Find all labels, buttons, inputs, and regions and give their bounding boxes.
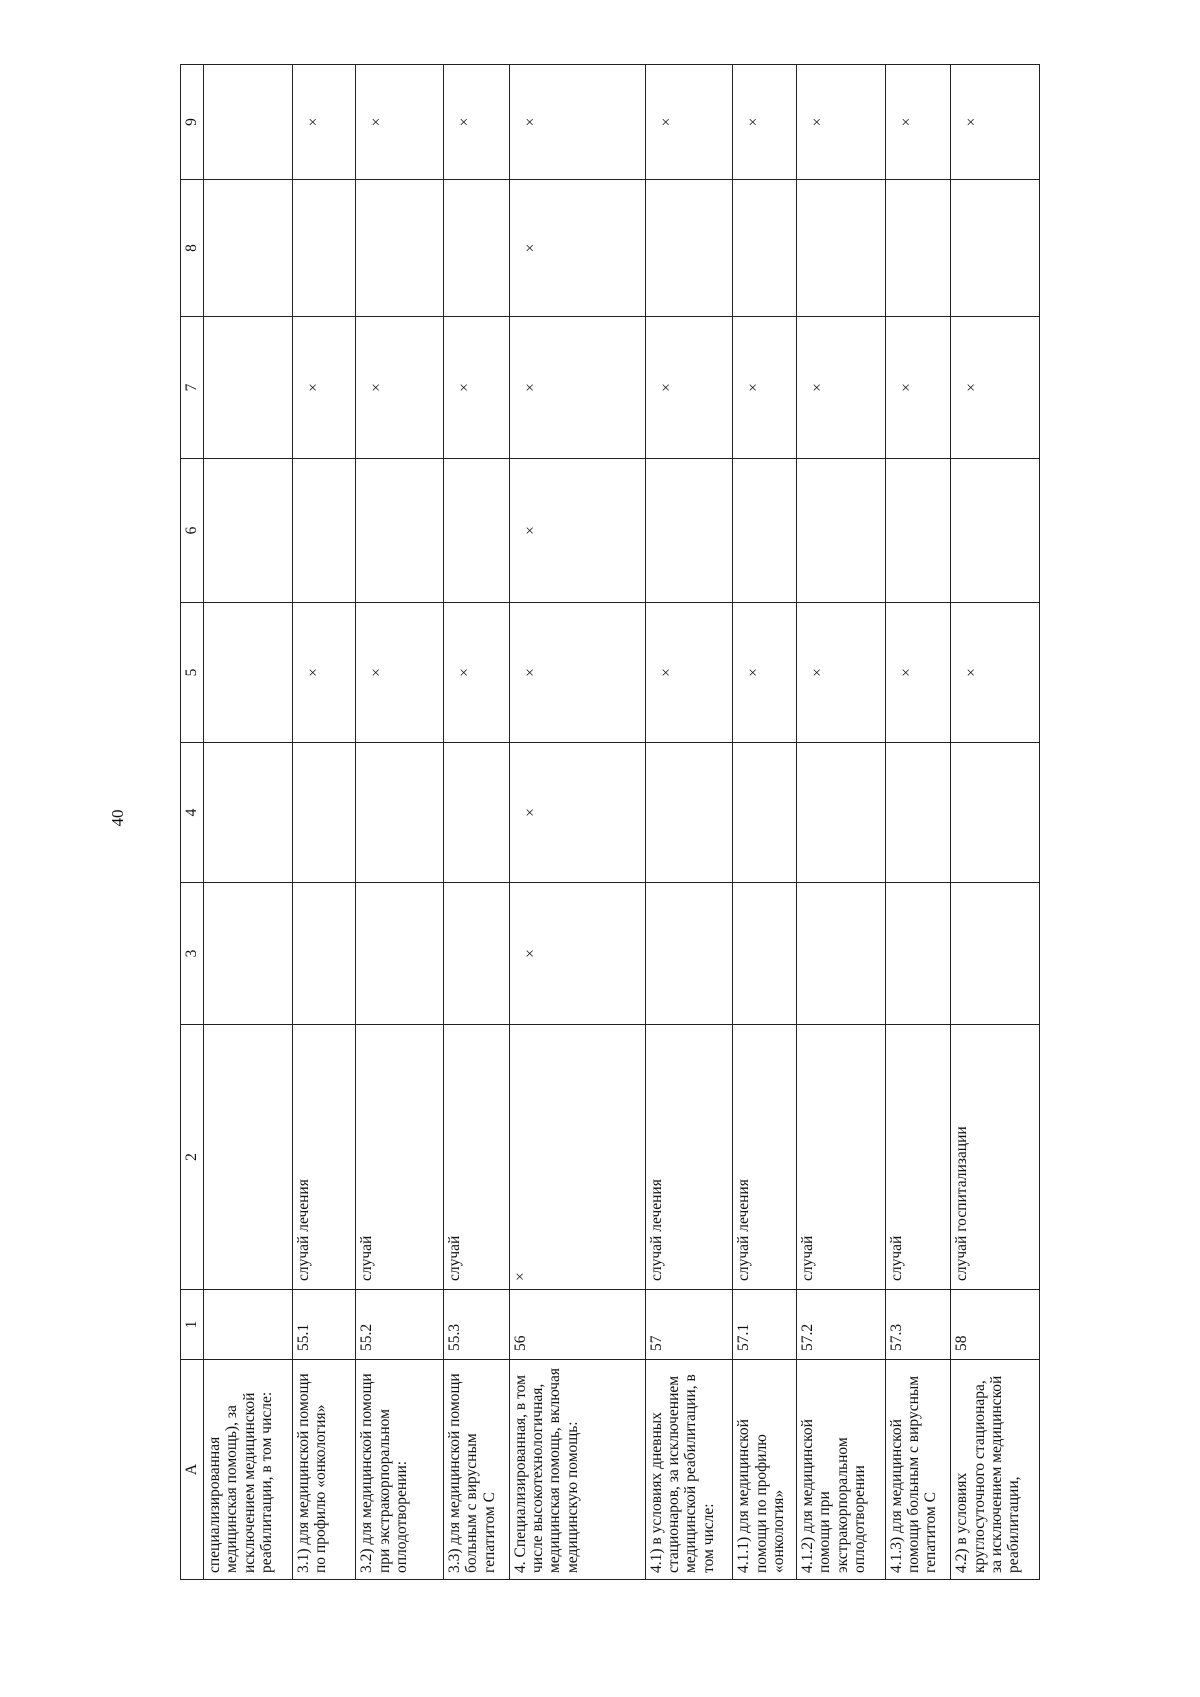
row-name-cell: 4.2) в условиях круглосуточного стационара, за исключением медицинской реабилитации, (951, 1360, 1040, 1580)
cell-col3 (796, 883, 885, 1025)
row-name-cell: 4.1.1) для медицинской помощи по профилю «онкология» (733, 1360, 797, 1580)
cell-col6 (951, 459, 1040, 603)
cell-col5: × (443, 603, 509, 743)
cell-col4 (443, 743, 509, 883)
table-row (733, 65, 797, 1580)
cell-col6 (204, 459, 293, 603)
cell-col3 (885, 883, 951, 1025)
table-row (885, 65, 951, 1580)
row-unit-cell: случай (796, 1025, 885, 1290)
cell-col5: × (885, 603, 951, 743)
table-header (181, 65, 204, 1580)
cell-col3 (443, 883, 509, 1025)
cell-col8 (292, 180, 356, 317)
row-name-cell: 4.1.2) для медицинской помощи при экстракорпоральном оплодотворении (796, 1360, 885, 1580)
row-name-cell: 4.1) в условиях дневных стационаров, за исключением медицинской реабилитации, в том числе: (645, 1360, 733, 1580)
cell-col3 (204, 883, 293, 1025)
cell-col8 (645, 180, 733, 317)
row-name-cell: 4. Специализированная, в том числе высокотехнологичная, медицинская помощь, включая медицинскую помощь: (509, 1360, 645, 1580)
row-unit-cell: случай (443, 1025, 509, 1290)
cell-col9: × (509, 65, 645, 180)
row-unit-cell: случай лечения (292, 1025, 356, 1290)
cell-col7 (204, 317, 293, 459)
row-unit-cell: случай лечения (645, 1025, 733, 1290)
header-cell-6: 6 (181, 459, 204, 603)
cell-col8 (204, 180, 293, 317)
cell-col9: × (443, 65, 509, 180)
table-body (204, 65, 1040, 1580)
page-number: 40 (108, 809, 127, 827)
cell-col5 (204, 603, 293, 743)
header-cell-2: 2 (181, 1025, 204, 1290)
cell-col4: × (509, 743, 645, 883)
row-code-cell: 55.3 (443, 1290, 509, 1360)
table-row (356, 65, 444, 1580)
header-cell-a: A (181, 1360, 204, 1580)
cell-col5: × (292, 603, 356, 743)
cell-col6 (733, 459, 797, 603)
header-cell-7: 7 (181, 317, 204, 459)
cell-col8 (356, 180, 444, 317)
cell-col8 (733, 180, 797, 317)
header-row (181, 65, 204, 1580)
cell-col9 (204, 65, 293, 180)
cell-col5: × (356, 603, 444, 743)
row-code-cell: 57.3 (885, 1290, 951, 1360)
cell-col7: × (885, 317, 951, 459)
row-code-cell: 57 (645, 1290, 733, 1360)
cell-col4 (292, 743, 356, 883)
row-code-cell: 55.2 (356, 1290, 444, 1360)
cell-col7: × (733, 317, 797, 459)
cell-col6 (796, 459, 885, 603)
header-cell-5: 5 (181, 603, 204, 743)
cell-col4 (796, 743, 885, 883)
data-table (180, 64, 1040, 1580)
cell-col3: × (509, 883, 645, 1025)
cell-col4 (733, 743, 797, 883)
cell-col9: × (951, 65, 1040, 180)
cell-col4 (885, 743, 951, 883)
cell-col3 (733, 883, 797, 1025)
cell-col7: × (443, 317, 509, 459)
cell-col6 (645, 459, 733, 603)
table-row (951, 65, 1040, 1580)
cell-col5: × (645, 603, 733, 743)
row-unit-cell: случай (356, 1025, 444, 1290)
cell-col3 (292, 883, 356, 1025)
row-name-cell: 3.3) для медицинской помощи больным с вирусным гепатитом С (443, 1360, 509, 1580)
row-code-cell: 57.2 (796, 1290, 885, 1360)
header-cell-8: 8 (181, 180, 204, 317)
cell-col8 (443, 180, 509, 317)
cell-col3 (645, 883, 733, 1025)
table-row (443, 65, 509, 1580)
header-cell-1: 1 (181, 1290, 204, 1360)
cell-col8: × (509, 180, 645, 317)
row-unit-cell (204, 1025, 293, 1290)
cell-col9: × (356, 65, 444, 180)
row-name-cell: 3.1) для медицинской помощи по профилю «онкология» (292, 1360, 356, 1580)
rotated-table-container (180, 65, 1040, 1580)
row-code-cell (204, 1290, 293, 1360)
row-code-cell: 57.1 (733, 1290, 797, 1360)
row-unit-cell: × (509, 1025, 645, 1290)
cell-col7: × (509, 317, 645, 459)
cell-col3 (951, 883, 1040, 1025)
table-row (796, 65, 885, 1580)
cell-col7: × (292, 317, 356, 459)
cell-col4 (204, 743, 293, 883)
cell-col5: × (951, 603, 1040, 743)
cell-col5: × (733, 603, 797, 743)
row-code-cell: 58 (951, 1290, 1040, 1360)
cell-col8 (885, 180, 951, 317)
cell-col7: × (951, 317, 1040, 459)
cell-col6: × (509, 459, 645, 603)
cell-col9: × (292, 65, 356, 180)
cell-col4 (645, 743, 733, 883)
cell-col7: × (796, 317, 885, 459)
cell-col7: × (356, 317, 444, 459)
cell-col8 (796, 180, 885, 317)
row-name-cell: специализированная медицинская помощь), за исключением медицинской реабилитации, в том числе: (204, 1360, 293, 1580)
table-row (645, 65, 733, 1580)
cell-col9: × (796, 65, 885, 180)
cell-col8 (951, 180, 1040, 317)
cell-col9: × (885, 65, 951, 180)
cell-col4 (356, 743, 444, 883)
cell-col3 (356, 883, 444, 1025)
cell-col5: × (509, 603, 645, 743)
header-cell-3: 3 (181, 883, 204, 1025)
cell-col5: × (796, 603, 885, 743)
row-unit-cell: случай (885, 1025, 951, 1290)
row-name-cell: 4.1.3) для медицинской помощи больным с вирусным гепатитом С (885, 1360, 951, 1580)
table-row (292, 65, 356, 1580)
cell-col7: × (645, 317, 733, 459)
cell-col6 (356, 459, 444, 603)
row-code-cell: 56 (509, 1290, 645, 1360)
table-row (509, 65, 645, 1580)
cell-col9: × (733, 65, 797, 180)
row-code-cell: 55.1 (292, 1290, 356, 1360)
header-cell-9: 9 (181, 65, 204, 180)
cell-col6 (292, 459, 356, 603)
cell-col6 (885, 459, 951, 603)
table-row (204, 65, 293, 1580)
row-name-cell: 3.2) для медицинской помощи при экстракорпоральном оплодотворении: (356, 1360, 444, 1580)
cell-col9: × (645, 65, 733, 180)
row-unit-cell: случай лечения (733, 1025, 797, 1290)
cell-col4 (951, 743, 1040, 883)
header-cell-4: 4 (181, 743, 204, 883)
row-unit-cell: случай госпитализации (951, 1025, 1040, 1290)
cell-col6 (443, 459, 509, 603)
